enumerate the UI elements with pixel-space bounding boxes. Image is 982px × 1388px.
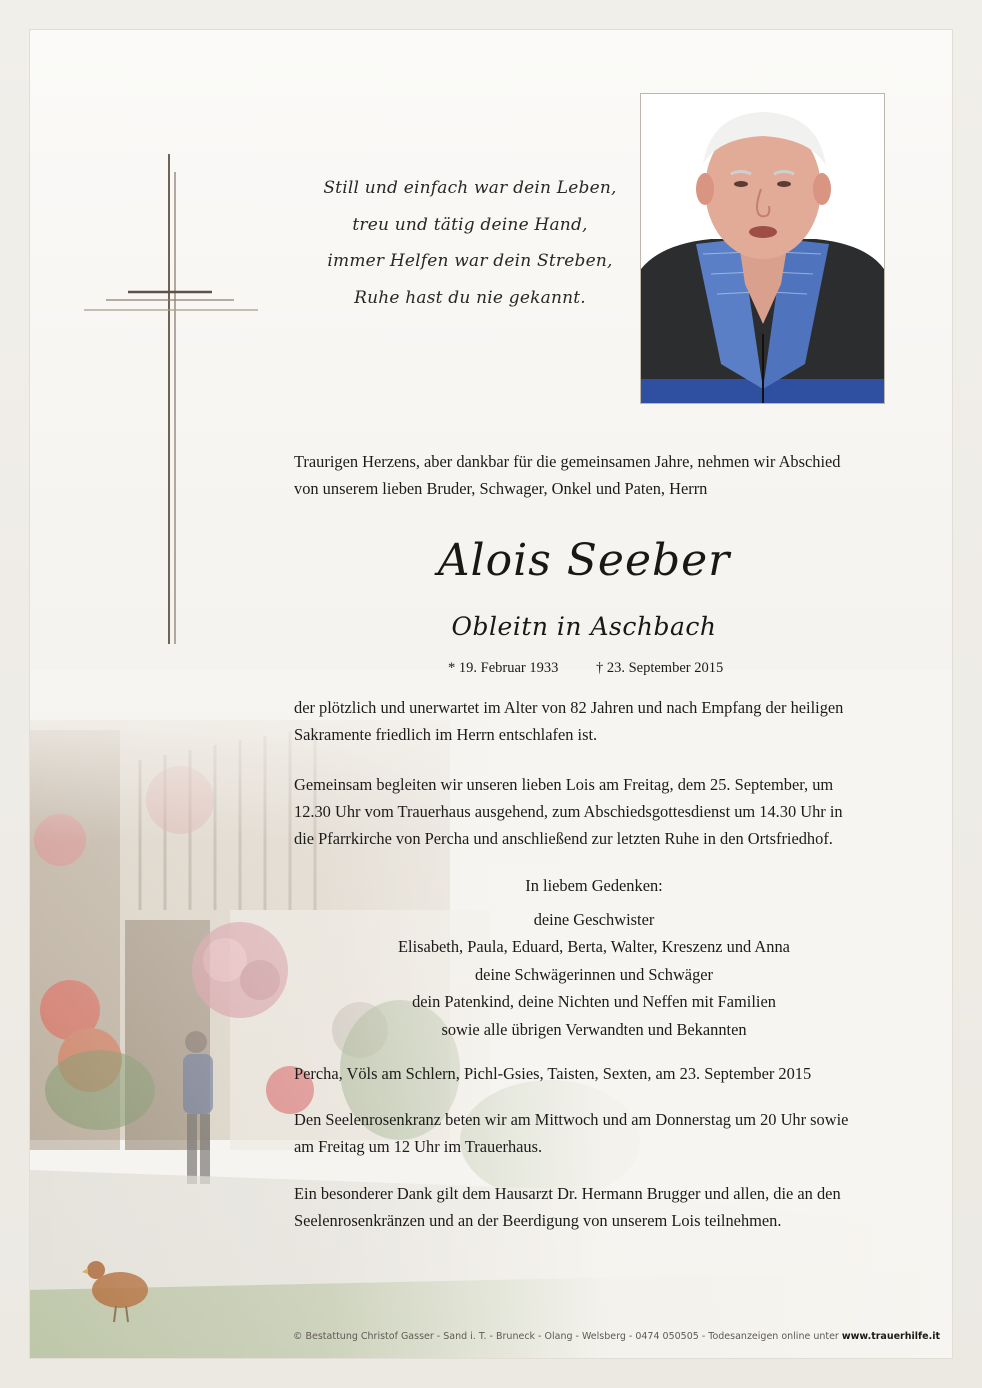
paragraph-line: Den Seelenrosenkranz beten wir am Mittwoch und am Donnerstag um 20 Uhr sowie: [294, 1110, 849, 1129]
portrait-image: [641, 94, 884, 403]
rosary-paragraph: [294, 1106, 848, 1160]
intro-text: [294, 448, 840, 502]
paragraph-line: der plötzlich und unerwartet im Alter von 82 Jahren und nach Empfang der heiligen: [294, 698, 844, 717]
intro-line: von unserem lieben Bruder, Schwager, Onkel und Paten, Herrn: [294, 479, 708, 498]
deceased-name: Alois Seeber: [437, 535, 731, 586]
life-dates: [448, 660, 757, 677]
mourner-line: sowie alle übrigen Verwandten und Bekannten: [441, 1019, 747, 1039]
paragraph-line: 12.30 Uhr vom Trauerhaus ausgehend, zum Abschiedsgottesdienst um 14.30 Uhr in: [294, 802, 843, 821]
mourner-line: dein Patenkind, deine Nichten und Neffen mit Familien: [412, 992, 776, 1012]
mourners-heading: In liebem Gedenken:: [525, 876, 663, 895]
cross-icon: [84, 154, 258, 649]
paragraph-line: Gemeinsam begleiten wir unseren lieben Lois am Freitag, dem 25. September, um: [294, 775, 834, 794]
paragraph-line: die Pfarrkirche von Percha und anschließend zur letzten Ruhe in den Ortsfriedhof.: [294, 829, 833, 848]
footer-text: © Bestattung Christof Gasser - Sand i. T. - Bruneck - Olang - Welsberg - 0474 050505 - Todesanzeigen online unter: [292, 1331, 842, 1342]
poem-line: Ruhe hast du nie gekannt.: [354, 287, 586, 308]
mourner-line: Elisabeth, Paula, Eduard, Berta, Walter, Kreszenz und Anna: [398, 937, 790, 957]
poem-line: Still und einfach war dein Leben,: [323, 178, 617, 198]
mourners-section: [294, 872, 894, 1044]
obituary-card: [30, 30, 952, 1358]
birth-date: * 19. Februar 1933: [448, 660, 559, 676]
paragraph-line: Ein besonderer Dank gilt dem Hausarzt Dr. Hermann Brugger und allen, die an den: [294, 1184, 841, 1203]
passing-paragraph: [294, 694, 843, 748]
mourner-line: deine Schwägerinnen und Schwäger: [474, 964, 714, 984]
paragraph-line: am Freitag um 12 Uhr im Trauerhaus.: [294, 1137, 543, 1156]
intro-line: Traurigen Herzens, aber dankbar für die gemeinsamen Jahre, nehmen wir Abschied: [294, 452, 841, 471]
footer-link[interactable]: www.trauerhilfe.it: [841, 1331, 940, 1342]
deceased-residence: Obleitn in Aschbach: [451, 612, 717, 641]
paragraph-line: Sakramente friedlich im Herrn entschlafen ist.: [294, 725, 598, 744]
thanks-paragraph: [294, 1180, 841, 1234]
memorial-poem: [270, 170, 670, 316]
footer-credits: [293, 1331, 940, 1342]
poem-line: treu und tätig deine Hand,: [352, 214, 588, 235]
portrait-photo: [640, 93, 885, 404]
poem-line: immer Helfen war dein Streben,: [327, 251, 613, 271]
funeral-paragraph: [294, 771, 843, 852]
places-date-line: Percha, Völs am Schlern, Pichl-Gsies, Taisten, Sexten, am 23. September 2015: [294, 1064, 812, 1083]
paragraph-line: Seelenrosenkränzen und an der Beerdigung von unserem Lois teilnehmen.: [294, 1211, 782, 1230]
death-date: † 23. September 2015: [595, 660, 724, 676]
mourner-line: deine Geschwister: [533, 909, 655, 929]
